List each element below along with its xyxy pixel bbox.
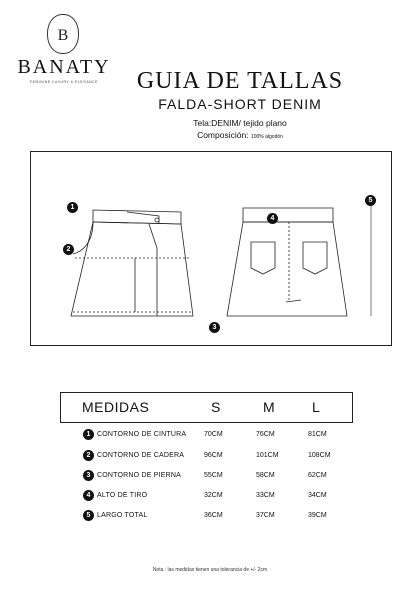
cell-size-l: 39CM (308, 512, 327, 519)
cell-size-m: 37CM (256, 512, 275, 519)
product-subtitle: FALDA-SHORT DENIM (158, 96, 322, 112)
composition-value: 100% algodón (250, 134, 283, 140)
cell-size-l: 108CM (308, 452, 331, 459)
row-number-badge: 1 (83, 429, 94, 440)
marker-3: 3 (209, 322, 220, 333)
composition-label: Composición: (197, 130, 249, 140)
marker-5: 5 (365, 195, 376, 206)
fabric-info: Tela:DENIM/ tejido plano (193, 118, 287, 128)
row-label: LARGO TOTAL (97, 512, 148, 519)
page-title: GUIA DE TALLAS (136, 68, 344, 94)
cell-size-s: 70CM (204, 431, 223, 438)
row-number-badge: 3 (83, 470, 94, 481)
back-pocket-right (303, 242, 327, 274)
cell-size-s: 36CM (204, 512, 223, 519)
cell-size-m: 101CM (256, 452, 279, 459)
row-number-badge: 4 (83, 490, 94, 501)
composition-info (120, 130, 360, 140)
row-label: CONTORNO DE CINTURA (97, 431, 187, 438)
row-number-badge: 2 (83, 450, 94, 461)
header-size-l: L (312, 399, 321, 415)
front-fly (149, 224, 157, 316)
marker-2: 2 (63, 244, 74, 255)
row-number-badge: 5 (83, 510, 94, 521)
garment-diagram (30, 151, 392, 346)
header-size-s: S (211, 399, 221, 415)
brand-name: BANATY (17, 56, 111, 78)
cell-size-m: 76CM (256, 431, 275, 438)
cell-size-l: 62CM (308, 472, 327, 479)
cell-size-l: 81CM (308, 431, 327, 438)
cell-size-s: 55CM (204, 472, 223, 479)
cell-size-m: 58CM (256, 472, 275, 479)
svg-text:B: B (57, 27, 69, 44)
cell-size-m: 33CM (256, 492, 275, 499)
back-pocket-left (251, 242, 275, 274)
cell-size-s: 32CM (204, 492, 223, 499)
row-label: CONTORNO DE PIERNA (97, 472, 181, 479)
front-button (155, 218, 159, 222)
cell-size-l: 34CM (308, 492, 327, 499)
cell-size-s: 96CM (204, 452, 223, 459)
logo-monogram-icon (48, 15, 78, 53)
row-label: ALTO DE TIRO (97, 492, 148, 499)
skirt-technical-drawing (31, 152, 391, 345)
row-label: CONTORNO DE CADERA (97, 452, 185, 459)
front-body (71, 222, 193, 316)
header-size-m: M (263, 399, 276, 415)
header-medidas: MEDIDAS (82, 399, 150, 415)
front-pocket-left (73, 222, 93, 254)
back-waistband (243, 208, 333, 222)
marker-4: 4 (267, 213, 278, 224)
marker-1: 1 (67, 202, 78, 213)
brand-tagline: FEMININE LUXURY & ELEGANCE (29, 80, 99, 84)
tolerance-note: Nota : las medidas tienen una tolerancia de +/- 2cm (152, 567, 268, 573)
brand-logo (47, 14, 79, 54)
